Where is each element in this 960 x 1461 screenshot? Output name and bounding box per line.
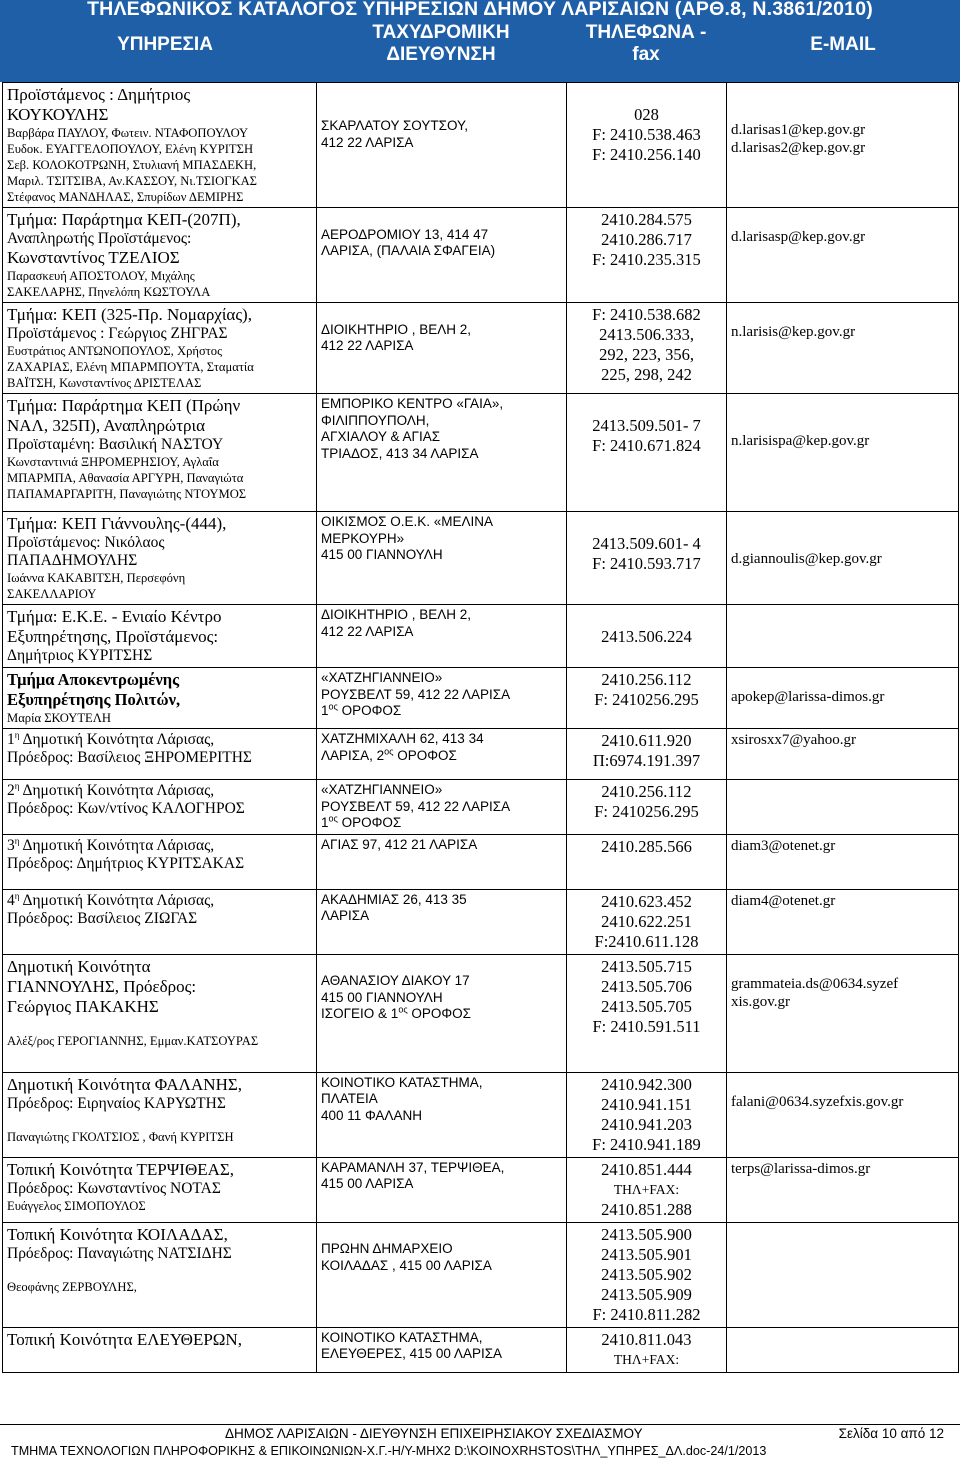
address-cell — [317, 303, 567, 394]
service-line: Μαρία ΣΚΟΥΤΕΛΗ — [7, 711, 111, 725]
email-cell — [727, 1327, 959, 1372]
directory-table — [2, 82, 959, 1373]
address-line: 415 00 ΓΙΑΝΝΟΥΛΗ — [321, 547, 443, 562]
address-line: 415 00 ΛΑΡΙΣΑ — [321, 1176, 414, 1191]
phone-line: 2413.505.902 — [601, 1264, 692, 1284]
service-line: Βαρβάρα ΠΑΥΛΟΥ, Φωτειν. ΝΤΑΦΟΠΟΥΛΟΥ — [7, 126, 249, 140]
address-line: 400 11 ΦΑΛΑΝΗ — [321, 1107, 422, 1123]
address-line: 412 22 ΛΑΡΙΣΑ — [321, 338, 414, 353]
phone-line: 2413.505.901 — [601, 1244, 692, 1264]
service-line: Προϊστάμενος: Νικόλαος — [7, 534, 165, 551]
phone-line: 028 — [634, 105, 659, 124]
address-line: ΜΕΡΚΟΥΡΗ» — [321, 530, 405, 546]
phone-line: 2413.506.333, — [599, 325, 694, 344]
service-cell — [3, 729, 317, 780]
phone-line: 2413.506.224 — [601, 627, 692, 646]
phone-cell — [567, 1157, 727, 1222]
address-line: ΧΑΤΖΗΜΙΧΑΛΗ 62, 413 34 — [321, 731, 484, 746]
service-line: ΝΑΛ, 325Π), Αναπληρώτρια — [7, 416, 206, 435]
phone-line: 2410.284.575 — [601, 210, 692, 229]
service-line: Πρόεδρος: Βασίλειος ΖΙΩΓΑΣ — [7, 909, 198, 927]
email-link: terps@larissa-dimos.gr — [731, 1160, 871, 1177]
phone-line: 2410.941.203 — [601, 1114, 692, 1134]
table-row — [3, 1222, 959, 1327]
phone-line: F: 2410.256.140 — [592, 145, 701, 164]
address-line: $1^{o\varsigma}$ ΟΡΟΦΟΣ — [321, 813, 402, 830]
service-line: ΚΟΥΚΟΥΛΗΣ — [7, 105, 109, 124]
service-line: ΖΑΧΑΡΙΑΣ, Ελένη ΜΠΑΡΜΠΟΥΤΑ, Σταματία — [7, 360, 254, 374]
address-line: ΑΕΡΟΔΡΟΜΙΟΥ 13, 414 47 — [321, 226, 489, 242]
phone-line: ΤΗΛ+FAX: — [613, 1351, 680, 1367]
service-line: Τμήμα: Ε.Κ.Ε. - Ενιαίο Κέντρο — [7, 607, 222, 626]
service-line: Τμήμα: ΚΕΠ Γιάννουλης-(444), — [7, 514, 227, 533]
address-cell — [317, 1157, 567, 1222]
service-line: Πρόεδρος: Δημήτριος ΚΥΡΙΤΣΑΚΑΣ — [7, 854, 245, 872]
address-line: ΔΙΟΙΚΗΤΗΡΙΟ , ΒΕΛΗ 2, — [321, 321, 472, 337]
service-line: Προϊσταμένη: Βασιλική ΝΑΣΤΟΥ — [7, 436, 224, 453]
service-cell — [3, 512, 317, 605]
email-link: xis.gov.gr — [731, 993, 791, 1010]
phone-cell — [567, 303, 727, 394]
address-cell — [317, 954, 567, 1072]
email-cell — [727, 729, 959, 780]
service-line: Τμήμα Αποκεντρωμένης — [7, 670, 180, 689]
phone-line: F: 2410.591.511 — [592, 1016, 701, 1036]
service-line: Εξυπηρέτησης, Προϊστάμενος: — [7, 627, 219, 646]
address-line: ΑΓΙΑΣ 97, 412 21 ΛΑΡΙΣΑ — [321, 836, 478, 852]
page-number: Σελίδα 10 από 12 — [838, 1426, 944, 1441]
service-cell — [3, 1072, 317, 1157]
service-line: $1^\eta$ Δημοτική Κοινότητα Λάρισας, — [7, 729, 215, 748]
service-line: ΒΑΪΤΣΗ, Κωνσταντίνος ΔΡΙΣΤΕΛΑΣ — [7, 376, 202, 390]
address-line — [321, 305, 562, 322]
service-cell — [3, 1222, 317, 1327]
phone-cell — [567, 889, 727, 954]
service-cell — [3, 1157, 317, 1222]
phone-line: F: 2410.538.463 — [592, 125, 701, 144]
phone-line: 2410.941.151 — [601, 1094, 692, 1114]
service-line: Παναγιώτης ΓΚΟΛΤΣΙΟΣ , Φανή ΚΥΡΙΤΣΗ — [7, 1129, 234, 1144]
phone-line: 2413.505.715 — [601, 956, 692, 976]
address-line: ΛΑΡΙΣΑ, (ΠΑΛΑΙΑ ΣΦΑΓΕΙΑ) — [321, 243, 496, 258]
address-line: ΚΟΙΛΑΔΑΣ , 415 00 ΛΑΡΙΣΑ — [321, 1257, 492, 1273]
phone-cell — [567, 1222, 727, 1327]
address-line: ΚΑΡΑΜΑΝΛΗ 37, ΤΕΡΨΙΘΕΑ, — [321, 1159, 505, 1175]
service-line: ΓΙΑΝΝΟΥΛΗΣ, Πρόεδρος: — [7, 976, 197, 996]
service-cell — [3, 605, 317, 668]
service-line: Πρόεδρος: Κων/ντίνος ΚΑΛΟΓΗΡΟΣ — [7, 800, 245, 817]
service-line: Πρόεδρος: Βασίλειος ΞΗΡΟΜΕΡΙΤΗΣ — [7, 749, 252, 766]
email-spacer — [731, 85, 954, 103]
email-cell — [727, 303, 959, 394]
address-line: ΣΚΑΡΛΑΤΟΥ ΣΟΥΤΣΟΥ, — [321, 118, 469, 133]
address-line — [321, 210, 562, 227]
phone-line: F:2410.611.128 — [594, 931, 699, 951]
address-line: ΕΜΠΟΡΙΚΟ ΚΕΝΤΡΟ «ΓΑΙΑ», — [321, 396, 504, 411]
email-cell — [727, 605, 959, 668]
address-cell — [317, 83, 567, 208]
service-cell — [3, 208, 317, 303]
phone-line — [571, 85, 722, 105]
email-spacer — [731, 1075, 954, 1093]
address-line: ΚΟΙΝΟΤΙΚΟ ΚΑΤΑΣΤΗΜΑ, — [321, 1074, 483, 1090]
address-cell — [317, 889, 567, 954]
phone-line: F: 2410.593.717 — [592, 554, 701, 573]
email-link: d.giannoulis@kep.gov.gr — [731, 551, 882, 567]
address-line — [321, 102, 562, 119]
phone-line: 2413.509.601- 4 — [592, 534, 701, 553]
email-link: d.larisas1@kep.gov.gr — [731, 122, 866, 138]
service-line: ΣΑΚΕΛΑΡΗΣ, Πηνελόπη ΚΩΣΤΟΥΛΑ — [7, 285, 211, 299]
phone-line: 2410.942.300 — [601, 1074, 692, 1094]
service-cell — [3, 83, 317, 208]
address-line: ΠΡΩΗΝ ΔΗΜΑΡΧΕΙΟ — [321, 1241, 453, 1256]
service-cell — [3, 834, 317, 889]
address-line — [321, 957, 562, 974]
phone-line: 2410.256.112 — [601, 670, 692, 689]
email-spacer — [731, 670, 954, 688]
table-row — [3, 780, 959, 835]
address-line: ΑΓΧΙΑΛΟΥ & ΑΓΙΑΣ — [321, 429, 441, 444]
service-line: Ευδοκ. ΕΥΑΓΓΕΛΟΠΟΥΛΟΥ, Ελένη ΚΥΡΙΤΣΗ — [7, 142, 254, 156]
address-cell — [317, 1327, 567, 1372]
service-line — [7, 1263, 312, 1279]
table-row — [3, 1157, 959, 1222]
phone-line: F: 2410.941.189 — [592, 1134, 701, 1154]
phone-line: 2410.811.043 — [601, 1329, 692, 1349]
email-link: n.larisis@kep.gov.gr — [731, 324, 856, 340]
service-line: Αναπληρωτής Προϊστάμενος: — [7, 230, 192, 247]
service-line: Σεβ. ΚΟΛΟΚΟΤΡΩΝΗ, Στυλιανή ΜΠΑΣΔΕΚΗ, — [7, 158, 257, 172]
email-link: d.larisas2@kep.gov.gr — [731, 140, 866, 156]
address-line: ΟΙΚΙΣΜΟΣ Ο.Ε.Κ. «ΜΕΛΙΝΑ — [321, 514, 493, 529]
phone-line: 2410.256.112 — [601, 782, 692, 801]
service-line — [7, 1113, 312, 1129]
phone-cell — [567, 208, 727, 303]
email-link: falani@0634.syzefxis.gov.gr — [731, 1093, 904, 1110]
service-line: Γεώργιος ΠΑΚΑΚΗΣ — [7, 996, 159, 1016]
email-link: diam3@otenet.gr — [731, 837, 836, 854]
service-line: Πρόεδρος: Παναγιώτης ΝΑΤΣΙΔΗΣ — [7, 1244, 232, 1262]
column-header-service: ΥΠΗΡΕΣΙΑ — [117, 34, 213, 55]
service-line: Εξυπηρέτησης Πολιτών, — [7, 690, 181, 709]
address-cell — [317, 208, 567, 303]
address-line: «ΧΑΤΖΗΓΙΑΝΝΕΙΟ» — [321, 782, 443, 797]
service-cell — [3, 780, 317, 835]
address-line — [321, 85, 562, 102]
address-line: ΤΡΙΑΔΟΣ, 413 34 ΛΑΡΙΣΑ — [321, 445, 479, 461]
phone-line: F: 2410.235.315 — [592, 250, 701, 269]
service-line: Πρόεδρος: Κωνσταντίνος ΝΟΤΑΣ — [7, 1179, 221, 1197]
column-header-email: E-MAIL — [810, 34, 876, 55]
service-line: Τοπική Κοινότητα ΤΕΡΨΙΘΕΑΣ, — [7, 1159, 235, 1179]
service-line: Δημοτική Κοινότητα ΦΑΛΑΝΗΣ, — [7, 1074, 242, 1094]
service-line: Τμήμα: ΚΕΠ (325-Πρ. Νομαρχίας), — [7, 305, 252, 324]
service-line: Προϊστάμενος : Δημήτριος — [7, 85, 191, 104]
address-line: ΡΟΥΣΒΕΛΤ 59, 412 22 ΛΑΡΙΣΑ — [321, 686, 511, 702]
service-line: Προϊστάμενος : Γεώργιος ΖΗΓΡΑΣ — [7, 325, 228, 342]
footer-department: ΤΜΗΜΑ ΤΕΧΝΟΛΟΓΙΩΝ ΠΛΗΡΟΦΟΡΙΚΗΣ & ΕΠΙΚΟΙΝΩΝΙΩΝ-Χ.Γ.-Η/Υ-ΜΗΧ2 D:\KOINOXRHSTOS\ΤΗΛ_ΥΠΗΡΕΣ_ΔΛ.doc-24/1/2013 — [11, 1444, 767, 1458]
address-line: «ΧΑΤΖΗΓΙΑΝΝΕΙΟ» — [321, 670, 443, 685]
phone-line: F: 2410.671.824 — [592, 436, 701, 455]
table-row — [3, 303, 959, 394]
address-line: ΙΣΟΓΕΙΟ & $1^{o\varsigma}$ ΟΡΟΦΟΣ — [321, 1004, 472, 1021]
table-row — [3, 83, 959, 208]
email-cell — [727, 208, 959, 303]
phone-cell — [567, 83, 727, 208]
service-line: Δημήτριος ΚΥΡΙΤΣΗΣ — [7, 647, 153, 664]
service-line: ΣΑΚΕΛΛΑΡΙΟΥ — [7, 587, 97, 601]
service-line: Στέφανος ΜΑΝΔΗΛΑΣ, Σπυρίδων ΔΕΜΙΡΗΣ — [7, 190, 244, 204]
table-row — [3, 729, 959, 780]
address-line — [321, 1225, 562, 1242]
phone-line: F: 2410256.295 — [594, 802, 699, 821]
phone-cell — [567, 1072, 727, 1157]
email-link: grammateia.ds@0634.syzef — [731, 975, 899, 992]
service-line: Τοπική Κοινότητα ΚΟΙΛΑΔΑΣ, — [7, 1224, 228, 1244]
service-line: Ευστράτιος ΑΝΤΩΝΟΠΟΥΛΟΣ, Χρήστος — [7, 344, 223, 358]
address-cell — [317, 394, 567, 512]
phone-line: 2410.851.288 — [601, 1199, 692, 1219]
email-spacer — [731, 514, 954, 532]
phone-line: 292, 223, 356, — [599, 345, 694, 364]
service-cell — [3, 668, 317, 729]
table-row — [3, 605, 959, 668]
email-spacer — [731, 414, 954, 432]
address-line: ΕΛΕΥΘΕΡΕΣ, 415 00 ΛΑΡΙΣΑ — [321, 1346, 503, 1361]
phone-line: 2410.286.717 — [601, 230, 692, 249]
phone-line: F: 2410.811.282 — [592, 1304, 701, 1324]
phone-line — [571, 396, 722, 416]
page-footer — [0, 1426, 960, 1461]
service-line: Κωνσταντινιά ΞΗΡΟΜΕΡΗΣΙΟΥ, Αγλαΐα — [7, 455, 219, 469]
email-link: d.larisasp@kep.gov.gr — [731, 229, 866, 245]
table-row — [3, 208, 959, 303]
email-cell — [727, 780, 959, 835]
table-row — [3, 668, 959, 729]
phone-line: 2413.505.900 — [601, 1224, 692, 1244]
service-line: Αλέξ/ρος ΓΕΡΟΓΙΑΝΝΗΣ, Εμμαν.ΚΑΤΣΟΥΡΑΣ — [7, 1033, 259, 1048]
address-line: ΑΘΑΝΑΣΙΟΥ ΔΙΑΚΟΥ 17 — [321, 973, 470, 988]
phone-cell — [567, 954, 727, 1072]
phone-cell — [567, 394, 727, 512]
address-line: ΔΙΟΙΚΗΤΗΡΙΟ , ΒΕΛΗ 2, — [321, 607, 472, 622]
service-line: Τμήμα: Παράρτημα ΚΕΠ (Πρώην — [7, 396, 241, 415]
service-line: Τμήμα: Παράρτημα ΚΕΠ-(207Π), — [7, 210, 241, 229]
phone-line: 2413.509.501- 7 — [592, 416, 701, 435]
address-line: 412 22 ΛΑΡΙΣΑ — [321, 134, 414, 150]
service-line: Μαριλ. ΤΣΙΤΣΙΒΑ, Αν.ΚΑΣΣΟΥ, Νι.ΤΣΙΟΓΚΑΣ — [7, 174, 258, 188]
address-cell — [317, 1222, 567, 1327]
address-line: ΑΚΑΔΗΜΙΑΣ 26, 413 35 — [321, 891, 467, 907]
table-row — [3, 512, 959, 605]
phone-cell — [567, 605, 727, 668]
email-cell — [727, 1072, 959, 1157]
phone-line: 225, 298, 242 — [601, 365, 692, 384]
phone-line: 2410.285.566 — [601, 836, 692, 856]
email-link: apokep@larissa-dimos.gr — [731, 689, 885, 705]
service-line: Πρόεδρος: Ειρηναίος ΚΑΡΥΩΤΗΣ — [7, 1094, 226, 1112]
page-title: ΤΗΛΕΦΩΝΙΚΟΣ ΚΑΤΑΛΟΓΟΣ ΥΠΗΡΕΣΙΩΝ ΔΗΜΟΥ ΛΑΡΙΣΑΙΩΝ (ΑΡΘ.8, Ν.3861/2010) — [87, 0, 873, 20]
footer-divider — [0, 1424, 960, 1425]
service-line: ΠΑΠΑΜΑΡΓΑΡΙΤΗ, Παναγιώτης ΝΤΟΥΜΟΣ — [7, 487, 247, 501]
phone-line: 2413.505.909 — [601, 1284, 692, 1304]
phone-cell — [567, 512, 727, 605]
address-cell — [317, 729, 567, 780]
email-spacer — [731, 957, 954, 975]
service-cell — [3, 889, 317, 954]
service-line: Ευάγγελος ΣΙΜΟΠΟΥΛΟΣ — [7, 1198, 146, 1213]
email-spacer — [731, 305, 954, 323]
service-cell — [3, 1327, 317, 1372]
email-spacer — [731, 532, 954, 550]
service-line: ΠΑΠΑΔΗΜΟΥΛΗΣ — [7, 552, 138, 569]
table-row — [3, 889, 959, 954]
address-line: $1^{o\varsigma}$ ΟΡΟΦΟΣ — [321, 701, 402, 718]
address-cell — [317, 668, 567, 729]
address-line: ΛΑΡΙΣΑ — [321, 908, 370, 923]
email-cell — [727, 889, 959, 954]
service-line — [7, 1017, 312, 1033]
header-banner — [0, 0, 960, 82]
service-line: Ιωάννα ΚΑΚΑΒΙΤΣΗ, Περσεφόνη — [7, 571, 186, 585]
phone-cell — [567, 780, 727, 835]
address-line: ΡΟΥΣΒΕΛΤ 59, 412 22 ΛΑΡΙΣΑ — [321, 798, 511, 814]
service-line: Κωνσταντίνος ΤΖΕΛΙΟΣ — [7, 248, 180, 267]
email-link: diam4@otenet.gr — [731, 892, 836, 909]
address-line: ΛΑΡΙΣΑ, $2^{o\varsigma}$ ΟΡΟΦΟΣ — [321, 746, 457, 763]
table-row — [3, 954, 959, 1072]
phone-cell — [567, 1327, 727, 1372]
phone-cell — [567, 668, 727, 729]
address-line: ΠΛΑΤΕΙΑ — [321, 1091, 378, 1106]
phone-line — [571, 514, 722, 534]
email-spacer — [731, 396, 954, 414]
phone-line: 2413.505.706 — [601, 976, 692, 996]
service-line: Δημοτική Κοινότητα — [7, 956, 151, 976]
phone-line: 2410.622.251 — [601, 911, 692, 931]
address-line: ΚΟΙΝΟΤΙΚΟ ΚΑΤΑΣΤΗΜΑ, — [321, 1329, 483, 1345]
email-cell — [727, 834, 959, 889]
table-row — [3, 1327, 959, 1372]
service-line: Τοπική Κοινότητα ΕΛΕΥΘΕΡΩΝ, — [7, 1329, 242, 1349]
phone-line: Π:6974.191.397 — [592, 751, 701, 770]
phone-line: F: 2410.538.682 — [592, 305, 701, 324]
phone-line: F: 2410256.295 — [594, 690, 699, 709]
phone-line: 2410.623.452 — [601, 891, 692, 911]
phone-cell — [567, 834, 727, 889]
service-cell — [3, 394, 317, 512]
address-line: ΦΙΛΙΠΠΟΥΠΟΛΗ, — [321, 412, 430, 428]
column-header-address: ΤΑΧΥΔΡΟΜΙΚΗ ΔΙΕΥΘΥΝΣΗ — [372, 22, 510, 65]
address-cell — [317, 512, 567, 605]
phone-line: 2413.505.705 — [601, 996, 692, 1016]
email-spacer — [731, 103, 954, 121]
service-line: $3^\eta$ Δημοτική Κοινότητα Λάρισας, — [7, 835, 215, 854]
phone-line: ΤΗΛ+FAX: — [613, 1181, 680, 1197]
service-line: $2^\eta$ Δημοτική Κοινότητα Λάρισας, — [7, 780, 215, 799]
service-line: ΜΠΑΡΜΠΑ, Αθανασία ΑΡΓΥΡΗ, Παναγιώτα — [7, 471, 244, 485]
phone-line — [571, 607, 722, 627]
email-cell — [727, 1222, 959, 1327]
footer-organization: ΔΗΜΟΣ ΛΑΡΙΣΑΙΩΝ - ΔΙΕΥΘΥΝΣΗ ΕΠΙΧΕΙΡΗΣΙΑΚΟΥ ΣΧΕΔΙΑΣΜΟΥ — [225, 1426, 643, 1441]
column-header-phone: ΤΗΛΕΦΩΝΑ - fax — [585, 22, 707, 65]
service-line: Παρασκευή ΑΠΟΣΤΟΛΟΥ, Μιχάλης — [7, 269, 195, 283]
address-cell — [317, 605, 567, 668]
phone-cell — [567, 729, 727, 780]
email-link: xsirosxx7@yahoo.gr — [731, 732, 857, 748]
table-row — [3, 394, 959, 512]
service-line: $4^\eta$ Δημοτική Κοινότητα Λάρισας, — [7, 890, 215, 909]
address-line: 412 22 ΛΑΡΙΣΑ — [321, 623, 414, 639]
email-cell — [727, 83, 959, 208]
email-cell — [727, 668, 959, 729]
service-cell — [3, 954, 317, 1072]
address-line: 415 00 ΓΙΑΝΝΟΥΛΗ — [321, 989, 443, 1005]
email-link: n.larisispa@kep.gov.gr — [731, 433, 870, 449]
address-cell — [317, 780, 567, 835]
table-row — [3, 834, 959, 889]
email-cell — [727, 954, 959, 1072]
email-cell — [727, 394, 959, 512]
address-cell — [317, 834, 567, 889]
service-line: Θεοφάνης ΖΕΡΒΟΥΛΗΣ, — [7, 1279, 137, 1294]
phone-line: 2410.851.444 — [601, 1159, 692, 1179]
address-cell — [317, 1072, 567, 1157]
email-cell — [727, 1157, 959, 1222]
table-row — [3, 1072, 959, 1157]
email-spacer — [731, 210, 954, 228]
service-cell — [3, 303, 317, 394]
email-cell — [727, 512, 959, 605]
phone-line: 2410.611.920 — [601, 731, 692, 750]
